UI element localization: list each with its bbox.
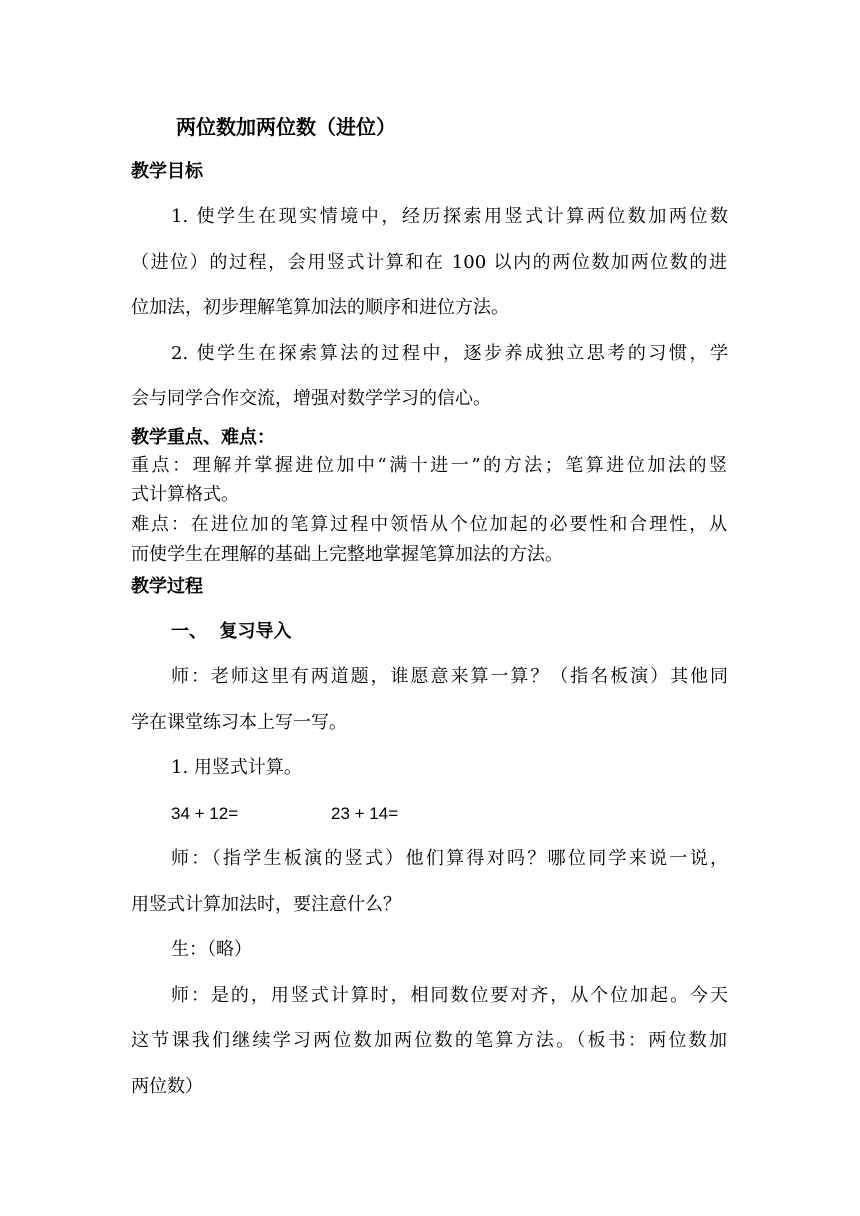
objective-2-line-1: 2. 使学生在探索算法的过程中，逐步养成独立思考的习惯，学: [171, 343, 728, 364]
objective-2-line-2: 会与同学合作交流，增强对数学学习的信心。: [131, 388, 491, 409]
difficulty-line-2: 而使学生在理解的基础上完整地掌握笔算加法的方法。: [131, 544, 563, 565]
paragraph-3: 生：（略）: [171, 939, 252, 960]
exercise-label: 1. 用竖式计算。: [171, 757, 302, 778]
objective-1-line-1: 1. 使学生在现实情境中，经历探索用竖式计算两位数加两位数: [171, 206, 728, 227]
exercise-expression-1: 34 + 12=: [171, 804, 239, 823]
paragraph-1-line-2: 学在课堂练习本上写一写。: [131, 712, 347, 733]
paragraph-1-line-1: 师：老师这里有两道题，谁愿意来算一算？（指名板演）其他同: [171, 666, 728, 687]
paragraph-4-line-2: 这节课我们继续学习两位数加两位数的笔算方法。（板书：两位数加: [131, 1030, 727, 1051]
process-heading: 教学过程: [131, 576, 203, 597]
key-point-line-2: 式计算格式。: [131, 484, 239, 505]
objectives-heading: 教学目标: [131, 161, 203, 182]
objective-1-line-3: 位加法，初步理解笔算加法的顺序和进位方法。: [131, 297, 509, 318]
keypoints-heading: 教学重点、难点：: [131, 427, 275, 448]
objective-1-line-2: （进位）的过程，会用竖式计算和在 100 以内的两位数加两位数的进: [131, 252, 727, 273]
key-point-line-1: 重点：理解并掌握进位加中“满十进一”的方法；笔算进位加法的竖: [131, 455, 727, 476]
exercise-expression-2: 23 + 14=: [331, 804, 399, 823]
section-1-heading: 一、 复习导入: [171, 621, 292, 642]
paragraph-2-line-1: 师：（指学生板演的竖式）他们算得对吗？哪位同学来说一说，: [171, 848, 728, 869]
paragraph-4-line-3: 两位数）: [131, 1076, 203, 1097]
paragraph-2-line-2: 用竖式计算加法时，要注意什么？: [131, 894, 401, 915]
page-title: 两位数加两位数（进位）: [176, 115, 396, 139]
paragraph-4-line-1: 师：是的，用竖式计算时，相同数位要对齐，从个位加起。今天: [171, 985, 728, 1006]
difficulty-line-1: 难点：在进位加的笔算过程中领悟从个位加起的必要性和合理性，从: [131, 514, 727, 535]
